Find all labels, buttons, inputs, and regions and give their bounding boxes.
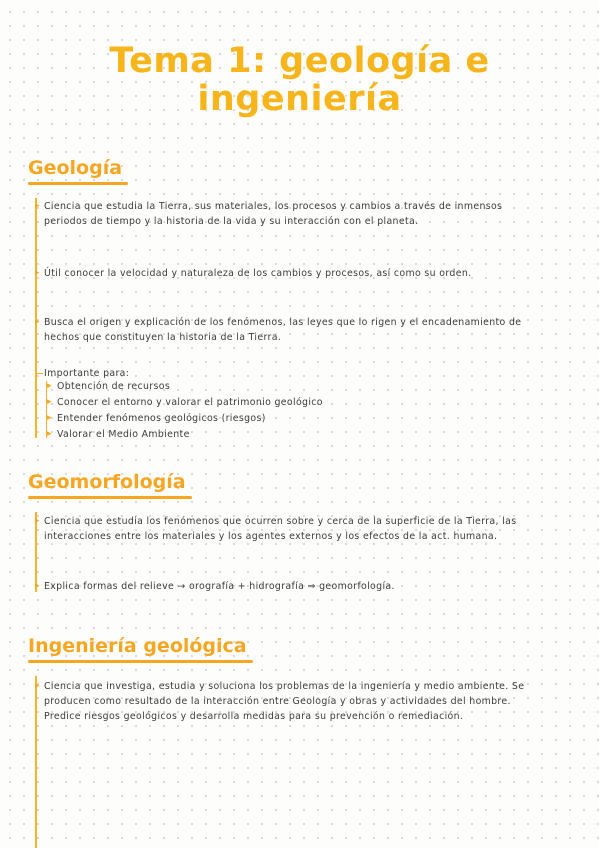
section-heading-geologia [28, 157, 122, 179]
arrow-right-icon: ▸ [47, 381, 52, 391]
paragraph: Ciencia que estudia la Tierra, sus materiales, los procesos y cambios a través de inmensos periodos de tiempo y la historia de la vida y su interacción con el planeta. [44, 201, 503, 227]
connector-line [35, 373, 43, 374]
section-heading-geomorfologia [28, 471, 186, 493]
arrow-right-icon: ▸ [35, 581, 40, 591]
arrow-right-icon: ▸ [35, 681, 40, 691]
section-heading-underline [28, 496, 192, 499]
section-heading-underline [28, 182, 128, 185]
arrow-right-icon: ▸ [47, 413, 52, 423]
section-margin-line [35, 676, 37, 848]
arrow-right-icon: ▸ [47, 429, 52, 439]
section-heading-ingenieria-text: Ingeniería geológica [28, 635, 247, 657]
section-heading-underline [28, 660, 253, 663]
list-item: Conocer el entorno y valorar el patrimonio geológico [57, 397, 323, 408]
paragraph: Ciencia que estudia los fenómenos que ocurren sobre y cerca de la superficie de la Tierra, las interacciones entre los materiales y los agentes externos y los efectos de la act. humana. [44, 516, 517, 542]
paragraph: Explica formas del relieve → orografía + hidrografía ⇒ geomorfología. [44, 581, 395, 592]
page-title-line-2: ingeniería [197, 79, 402, 119]
arrow-right-icon: ▸ [35, 268, 40, 278]
list-item: Valorar el Medio Ambiente [57, 429, 190, 440]
list-item: Obtención de recursos [57, 381, 171, 392]
section-heading-ingenieria-geologica [28, 635, 247, 657]
page-title-line-1: Tema 1: geología e [109, 41, 490, 81]
paragraph: Busca el origen y explicación de los fenómenos, las leyes que lo rigen y el encadenamiento de hechos que constituyen la historia de la Tierra. [44, 317, 522, 343]
section-heading-geomorfologia-text: Geomorfología [28, 471, 186, 493]
important-label: Importante para: [44, 368, 130, 379]
paragraph: Ciencia que investiga, estudia y soluciona los problemas de la ingeniería y medio ambiente. Se producen como resultado de la interacción entre Geología y obras y actividades del hombre. Predice riesgos geológicos y desarrolla medidas para su prevención o remediación. [44, 681, 525, 722]
list-item: Entender fenómenos geológicos (riesgos) [57, 413, 266, 424]
arrow-right-icon: ▸ [35, 317, 40, 327]
section-heading-geologia-text: Geología [28, 157, 123, 179]
arrow-right-icon: ▸ [35, 201, 40, 211]
page-title [0, 42, 599, 118]
arrow-right-icon: ▸ [35, 516, 40, 526]
paragraph: Útil conocer la velocidad y naturaleza de los cambios y procesos, así como su orden. [44, 268, 472, 279]
arrow-right-icon: ▸ [47, 397, 52, 407]
